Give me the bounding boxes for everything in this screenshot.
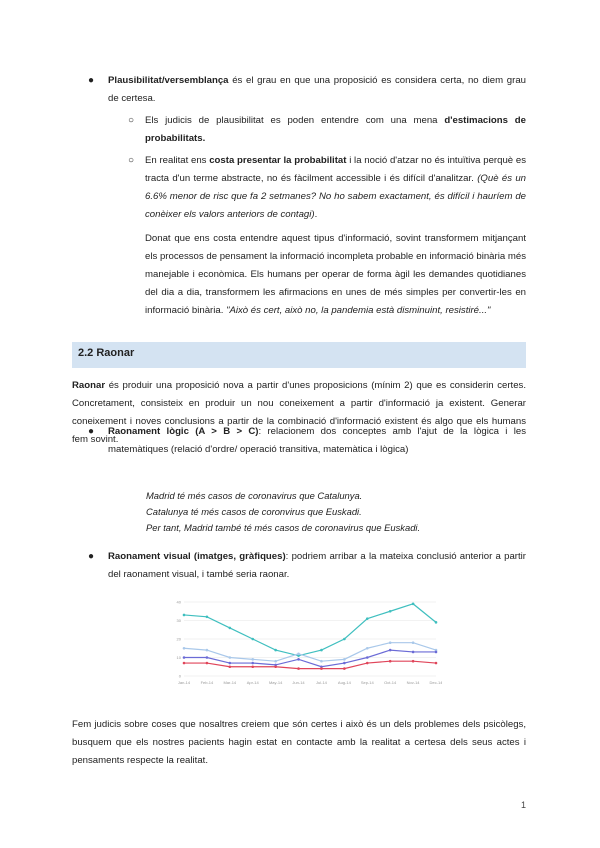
chart-series-line: [184, 643, 436, 662]
chart-series-line: [184, 661, 436, 668]
section-header: [72, 342, 526, 368]
chart-data-point: [206, 649, 209, 652]
probability-mid: i la noció d'atzar no és intuïtiva perquè es tracta d'un terme abstracte, no és fàcilment accessible i és difícil d'analitzar.: [145, 155, 526, 184]
chart-data-point: [274, 665, 277, 668]
chart-data-point: [320, 667, 323, 670]
chart-data-point: [435, 621, 438, 624]
chart-y-tick-label: 30: [176, 618, 181, 623]
chart-y-ticks: [177, 600, 182, 679]
chart-x-tick-label: Dec-14: [429, 680, 442, 685]
chart-series-line: [184, 604, 436, 656]
chart-data-point: [229, 656, 232, 659]
probability-paragraph: [145, 152, 526, 224]
chart-y-tick-label: 0: [178, 673, 181, 679]
bullet-dot: ●: [88, 426, 95, 437]
chart-data-point: [297, 653, 300, 656]
examples-block: [146, 488, 420, 536]
plausibility-paragraph: [108, 72, 526, 108]
line-chart: [170, 596, 442, 688]
chart-data-point: [297, 667, 300, 670]
chart-x-tick-label: Sep-14: [360, 680, 374, 685]
example-line: Catalunya té més casos de coronvirus que Euskadi.: [146, 506, 362, 517]
chart-data-point: [297, 658, 300, 661]
chart-data-point: [389, 660, 392, 663]
chart-data-point: [206, 662, 209, 665]
chart-data-point: [251, 662, 254, 665]
chart-data-point: [251, 658, 254, 661]
judgments-paragraph: Fem judicis sobre coses que nosaltres creiem que són certes i això és un dels problemes dels psicòlegs, busquem que els nostres pacients hagin estat en contacte amb la realitat a certesa dels seus actes i pensaments respecte la realitat.: [72, 719, 526, 766]
chart-data-point: [183, 656, 186, 659]
chart-x-ticks: [178, 680, 442, 685]
visual-reasoning-text: : podriem arribar a la mateixa conclusió anterior a partir del raonament visual, i també seria raonar.: [108, 551, 526, 580]
bullet-dot: ●: [88, 551, 95, 562]
chart-data-point: [183, 614, 186, 617]
probability-bold: costa presentar la probabilitat: [209, 155, 347, 166]
chart-data-point: [412, 651, 415, 654]
chart-y-tick-label: 10: [176, 655, 181, 660]
chart-x-tick-label: Jun-14: [292, 680, 305, 685]
chart-data-point: [343, 662, 346, 665]
logical-reasoning-text: : relacionem dos conceptes amb l'ajut de la lògica i les matemàtiques (relació d'ordre/ operació transitiva, matemàtica i lògica): [108, 426, 527, 455]
chart-data-point: [343, 658, 346, 661]
binary-info-paragraph: [145, 230, 526, 320]
chart-data-point: [389, 641, 392, 644]
chart-data-point: [389, 649, 392, 652]
chart-data-point: [229, 627, 232, 630]
chart-data-point: [366, 656, 369, 659]
probability-pre: En realitat ens: [145, 155, 210, 166]
visual-reasoning-title: Raonament visual (imatges, gràfiques): [108, 551, 286, 562]
chart-data-point: [183, 647, 186, 650]
binary-info-quote: "Això és cert, això no, la pandemia està disminuint, resistiré...": [226, 305, 491, 316]
chart-data-point: [206, 656, 209, 659]
probability-italic: (Què és un 6.6% menor de risc que fa 2 setmanes? No ho sabem exactament, és difícil i hauríem de conèixer els valors anteriors de contagi): [145, 173, 527, 220]
chart-x-tick-label: Mar-14: [223, 680, 237, 685]
example-line: Madrid té més casos de coronavirus que Catalunya.: [146, 490, 363, 501]
chart-data-point: [229, 665, 232, 668]
probability-end: .: [314, 209, 318, 220]
chart-x-tick-label: Nov-14: [406, 680, 420, 685]
chart-x-tick-label: Oct-14: [384, 680, 397, 685]
example-line: Per tant, Madrid també té més casos de coronavirus que Euskadi.: [146, 522, 421, 533]
chart-data-point: [320, 649, 323, 652]
chart-data-point: [366, 617, 369, 620]
chart-x-tick-label: Apr-14: [246, 680, 259, 685]
chart-data-point: [343, 638, 346, 641]
chart-data-point: [389, 610, 392, 613]
plausibility-definition: és el grau en que una proposició es considera certa, no diem grau de certesa.: [108, 75, 526, 104]
chart-x-tick-label: Jan-14: [177, 680, 191, 685]
estimations-text: Els judicis de plausibilitat es poden entendre com una mena: [145, 115, 445, 126]
chart-data-point: [251, 638, 254, 641]
chart-data-point: [343, 667, 346, 670]
logical-reasoning-item: [108, 423, 526, 459]
chart-x-tick-label: Feb-14: [200, 680, 214, 685]
chart-data-point: [366, 647, 369, 650]
estimations-paragraph: [145, 112, 526, 148]
sub-bullet-circle: ○: [128, 115, 135, 126]
binary-info-text: Donat que ens costa entendre aquest tipus d'informació, sovint transformem mitjançant els processos de pensament la informació incompleta probable en informació binària més manejable i econòmica. Els humans per operar de forma àgil les demandes quotidianes del dia a dia, transformem les afirmacions en unes de més simples per convertir-les en informació binària.: [145, 233, 526, 316]
chart-data-point: [251, 665, 254, 668]
section-title: 2.2 Raonar: [78, 347, 135, 359]
reasoning-term: Raonar: [72, 380, 106, 391]
logical-reasoning-title: Raonament lògic (A > B > C): [108, 426, 259, 437]
chart-data-point: [412, 660, 415, 663]
chart-data-point: [412, 641, 415, 644]
chart-data-point: [320, 660, 323, 663]
chart-data-point: [412, 603, 415, 606]
chart-x-tick-label: Aug-14: [337, 680, 351, 685]
chart-data-point: [274, 649, 277, 652]
reasoning-definition: és produir una proposició nova a partir d'unes proposicions (mínim 2) que es considerin certes. Concretament, consisteix en produir un nou coneixement a partir d'informació ja existent. Generar coneixement i noves conclusions a partir de la combinació d'informació existent és algo que els humans fem sovint.: [72, 380, 526, 445]
chart-data-point: [206, 616, 209, 619]
chart-data-point: [274, 660, 277, 663]
chart-data-point: [435, 651, 438, 654]
plausibility-term: Plausibilitat/versemblança: [108, 75, 229, 86]
chart-data-point: [435, 662, 438, 665]
page-number: 1: [521, 800, 527, 810]
chart-data-point: [183, 662, 186, 665]
chart-y-tick-label: 40: [176, 599, 181, 605]
chart-series: [183, 603, 438, 670]
sub-bullet-circle: ○: [128, 155, 135, 166]
visual-reasoning-item: [108, 548, 526, 584]
bullet-dot: ●: [88, 75, 95, 86]
chart-data-point: [229, 662, 232, 665]
estimations-bold: d'estimacions de probabilitats.: [145, 115, 526, 144]
chart-x-tick-label: May-14: [268, 680, 283, 685]
chart-data-point: [366, 662, 369, 665]
chart-x-tick-label: Jul-14: [316, 680, 327, 685]
chart-y-tick-label: 20: [176, 636, 181, 642]
